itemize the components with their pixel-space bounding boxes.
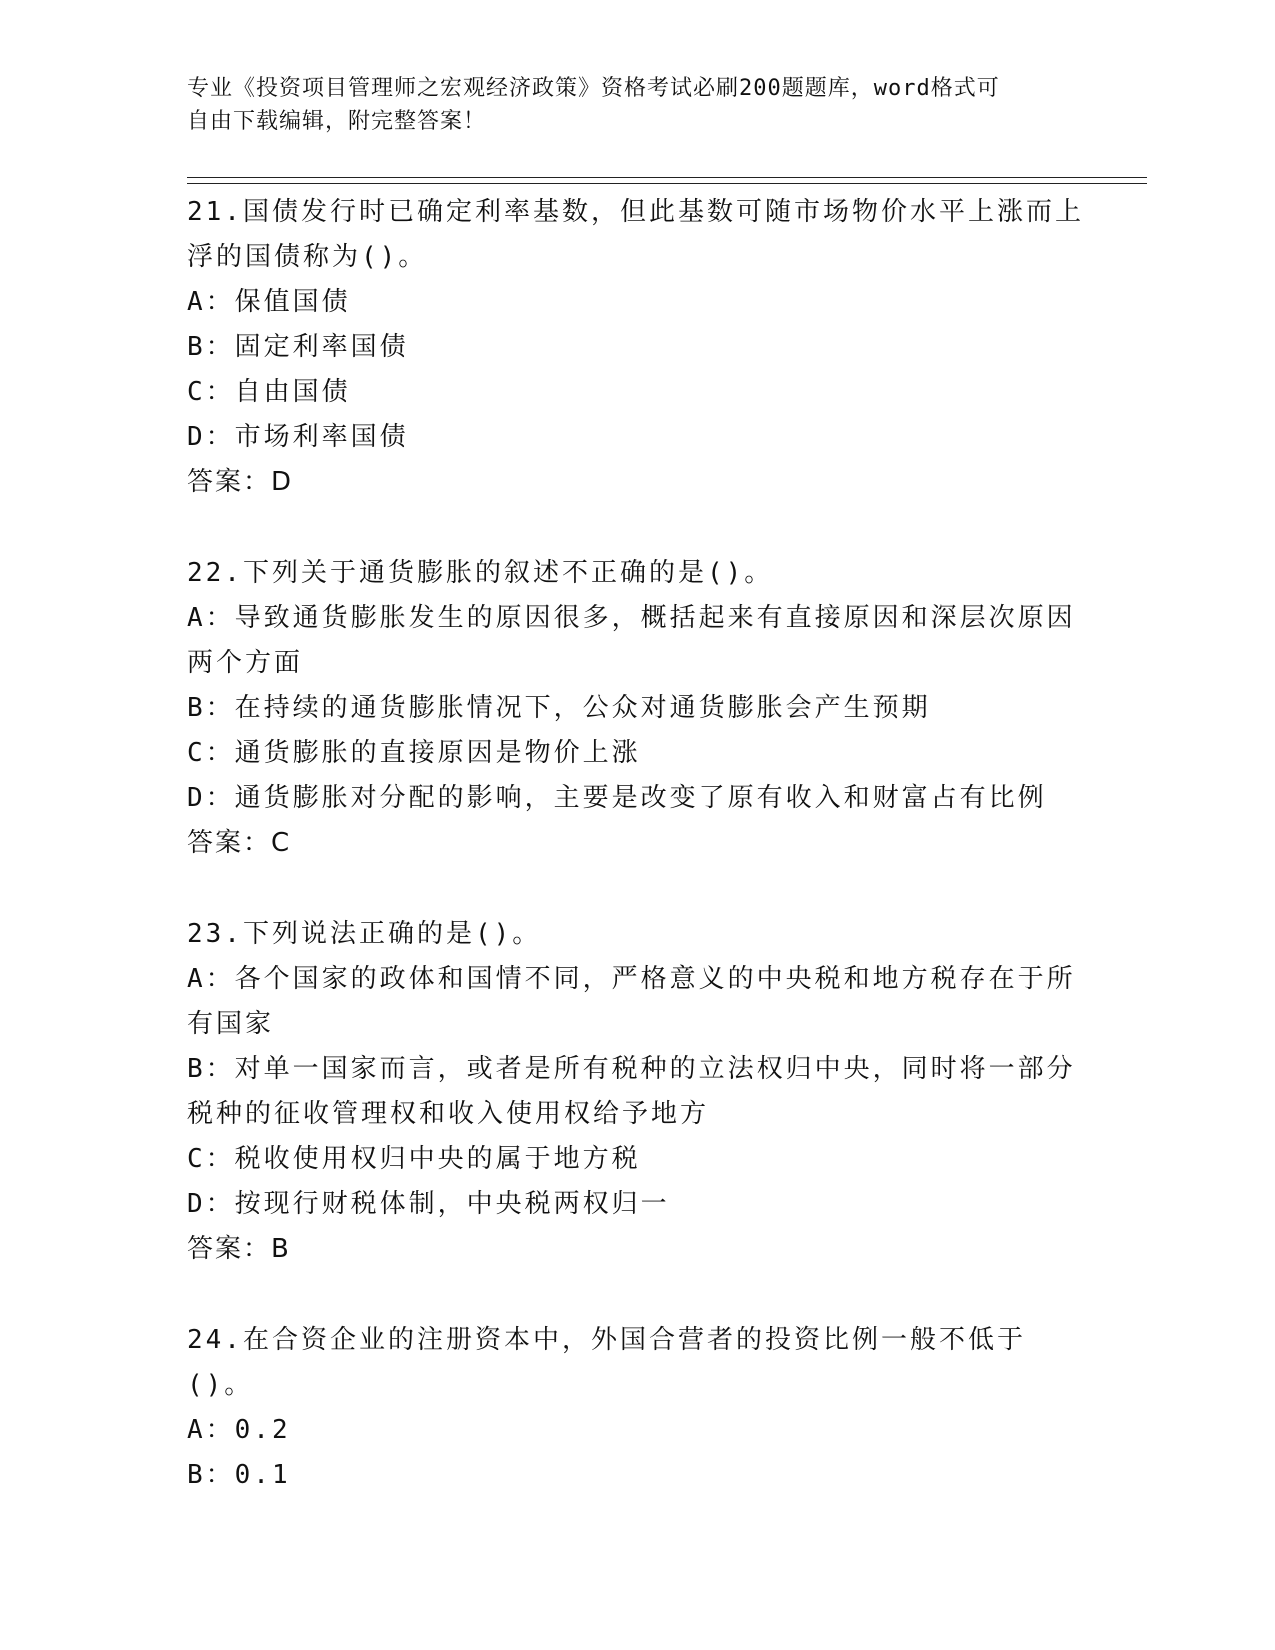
- answer-option: 税种的征收管理权和收入使用权给予地方: [187, 1099, 710, 1129]
- answer-option: A：导致通货膨胀发生的原因很多，概括起来有直接原因和深层次原因: [187, 603, 1076, 633]
- question-stem: 浮的国债称为()。: [187, 242, 428, 272]
- question-stem: 21.国债发行时已确定利率基数，但此基数可随市场物价水平上涨而上: [187, 197, 1084, 227]
- question-list: [187, 190, 1087, 1498]
- question-stem: 23.下列说法正确的是()。: [187, 919, 542, 949]
- answer-key: 答案：B: [187, 1234, 291, 1264]
- question-block: [187, 1318, 1087, 1498]
- answer-option: A：保值国债: [187, 287, 351, 317]
- answer-key: 答案：C: [187, 828, 292, 858]
- answer-option: D：通货膨胀对分配的影响，主要是改变了原有收入和财富占有比例: [187, 783, 1047, 813]
- answer-option: 有国家: [187, 1009, 275, 1039]
- header-line-2: 自由下载编辑，附完整答案！: [187, 109, 487, 134]
- answer-option: B：固定利率国债: [187, 332, 409, 362]
- question-block: [187, 551, 1087, 866]
- answer-option: C：自由国债: [187, 377, 351, 407]
- header-divider: [187, 177, 1147, 184]
- answer-option: D：市场利率国债: [187, 422, 409, 452]
- answer-option: A：各个国家的政体和国情不同，严格意义的中央税和地方税存在于所: [187, 964, 1076, 994]
- answer-option: C：通货膨胀的直接原因是物价上涨: [187, 738, 641, 768]
- answer-option: D：按现行财税体制，中央税两权归一: [187, 1189, 670, 1219]
- answer-option: 两个方面: [187, 648, 304, 678]
- answer-option: A：0.2: [187, 1415, 291, 1445]
- answer-option: C：税收使用权归中央的属于地方税: [187, 1144, 641, 1174]
- answer-option: B：在持续的通货膨胀情况下，公众对通货膨胀会产生预期: [187, 693, 931, 723]
- question-block: [187, 190, 1087, 505]
- header-line-1: 专业《投资项目管理师之宏观经济政策》资格考试必刷200题题库，word格式可: [187, 76, 1000, 101]
- answer-option: B：0.1: [187, 1460, 291, 1490]
- question-stem: 24.在合资企业的注册资本中，外国合营者的投资比例一般不低于()。: [187, 1325, 1026, 1400]
- question-block: [187, 912, 1087, 1272]
- question-stem: 22.下列关于通货膨胀的叙述不正确的是()。: [187, 558, 774, 588]
- document-header: [187, 72, 1087, 138]
- answer-option: B：对单一国家而言，或者是所有税种的立法权归中央，同时将一部分: [187, 1054, 1076, 1084]
- answer-key: 答案：D: [187, 467, 294, 497]
